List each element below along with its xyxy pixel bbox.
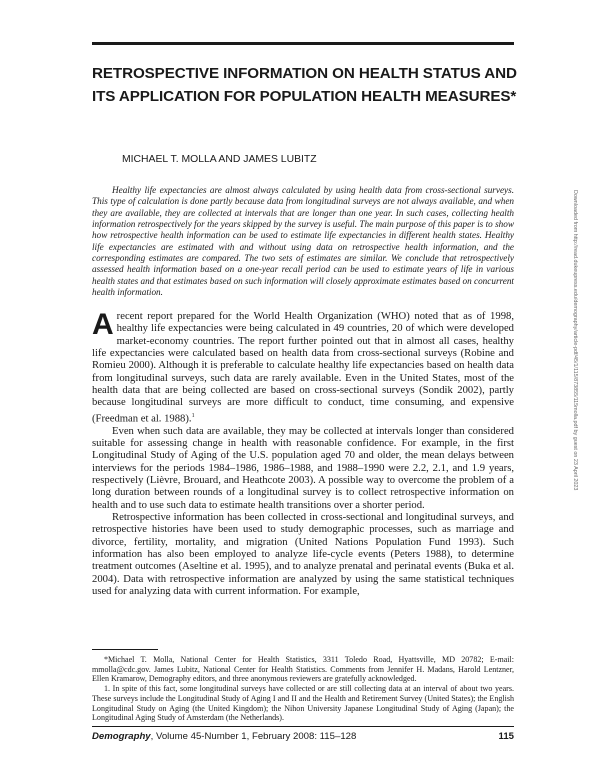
journal-citation (92, 731, 356, 742)
download-watermark: Downloaded from http://read.dukeupress.edu/demography/article-pdf/45/1/115/873855/115molla.pdf by guest on 23 April 2023 (572, 190, 578, 491)
paragraph-1 (92, 308, 514, 426)
footer-rule (92, 726, 514, 727)
article-authors: MICHAEL T. MOLLA AND JAMES LUBITZ (122, 154, 317, 165)
abstract: Healthy life expectancies are almost always calculated by using health data from cross-sectional surveys. This type of calculation is done partly because data from longitudinal surveys are not always available, and when they are available, they are collected at intervals that are longer than one year. In such cases, collecting health information retrospectively for the years skipped by the survey is useful. The main purpose of this paper is to show how retrospective health information can be used to estimate life expectancies in different health states. Healthy life expectancies are estimated with and without using data on retrospective health information, and the corresponding estimates are compared. The two sets of estimates are similar. We conclude that retrospectively assessed health information based on a one-year recall period can be used to estimate years of life in various health states and that estimates based on such information will closely approximate estimates based on concurrent health information. (92, 185, 514, 298)
paragraph-2: Even when such data are available, they may be collected at intervals longer than considered suitable for assessing change in health with reasonable confidence. For example, in the first Longitudinal Study of Aging of the U.S. population aged 70 and older, the mean delays between interviews for the periods 1984–1986, 1986–1988, and 1988–1990 were 2.2, 2.1, and 1.9 years, respectively (Lièvre, Brouard, and Heathcote 2003). A possible way to overcome the problem of a long duration between rounds of a longitudinal survey is to collect retrospective information on health and to use such data to estimate health transitions over a shorter period. (92, 425, 514, 511)
paragraph-1-text: recent report prepared for the World Health Organization (WHO) noted that as of 1998, healthy life expectancies were being calculated in 49 countries, 20 of which were developed market-economy countries. The report further pointed out that in almost all cases, healthy life expectancies were calculated based on health data from cross-sectional surveys (Robine and Romieu 2000). Although it is preferable to calculate healthy life expectancies based on health data from longitudinal surveys, such data are rarely available. Even in the United States, most of the health data that are being collected are based on cross-sectional surveys (Sondik 2002), partly because longitudinal surveys are more difficult to conduct, time consuming, and expensive (Freedman et al. 1988). (92, 311, 514, 425)
footnote-rule (92, 649, 158, 650)
footnote-reference[interactable]: 1 (191, 412, 195, 419)
footnotes (92, 655, 514, 723)
footnote-author-info: *Michael T. Molla, National Center for Health Statistics, 3311 Toledo Road, Hyattsville, MD 20782; E-mail: mmolla@cdc.gov. James Lubitz, National Center for Health Statistics. Comments from Jennifer H. Madans, Harold Lentzner, Ellen Kramarow, Demography editors, and three anonymous reviewers are gratefully acknowledged. (92, 655, 514, 684)
article-body (92, 308, 514, 598)
citation-details: , Volume 45-Number 1, February 2008: 115–128 (150, 731, 357, 742)
header-rule (92, 42, 514, 45)
page-number: 115 (498, 731, 514, 742)
drop-cap: A (92, 308, 114, 341)
article-title: RETROSPECTIVE INFORMATION ON HEALTH STATUS AND ITS APPLICATION FOR POPULATION HEALTH MEASURES* (92, 65, 517, 105)
journal-name: Demography (92, 731, 151, 742)
paragraph-3: Retrospective information has been collected in cross-sectional and longitudinal surveys, and retrospective histories have been used to study demographic processes, such as marriage and divorce, fertility, mortality, and migration (United Nations Population Fund 1993). Such information has also been employed to analyze life-cycle events (Peters 1988), to determine treatment outcomes (Aseltine et al. 1995), and to analyze prenatal and perinatal events (Buka et al. 2004). Data with retrospective information are analyzed by using the same statistical techniques used for analyzing data with current information. For example, (92, 512, 514, 598)
footnote-1: 1. In spite of this fact, some longitudinal surveys have collected or are still collecting data at an interval of about two years. These surveys include the Longitudinal Study of Aging I and II and the Health and Retirement Survey (United States); the English Longitudinal Study on Aging (the United Kingdom); the Nihon University Japanese Longitudinal Study of Aging (Japan); the Longitudinal Aging Study of Amsterdam (the Netherlands). (92, 684, 514, 723)
